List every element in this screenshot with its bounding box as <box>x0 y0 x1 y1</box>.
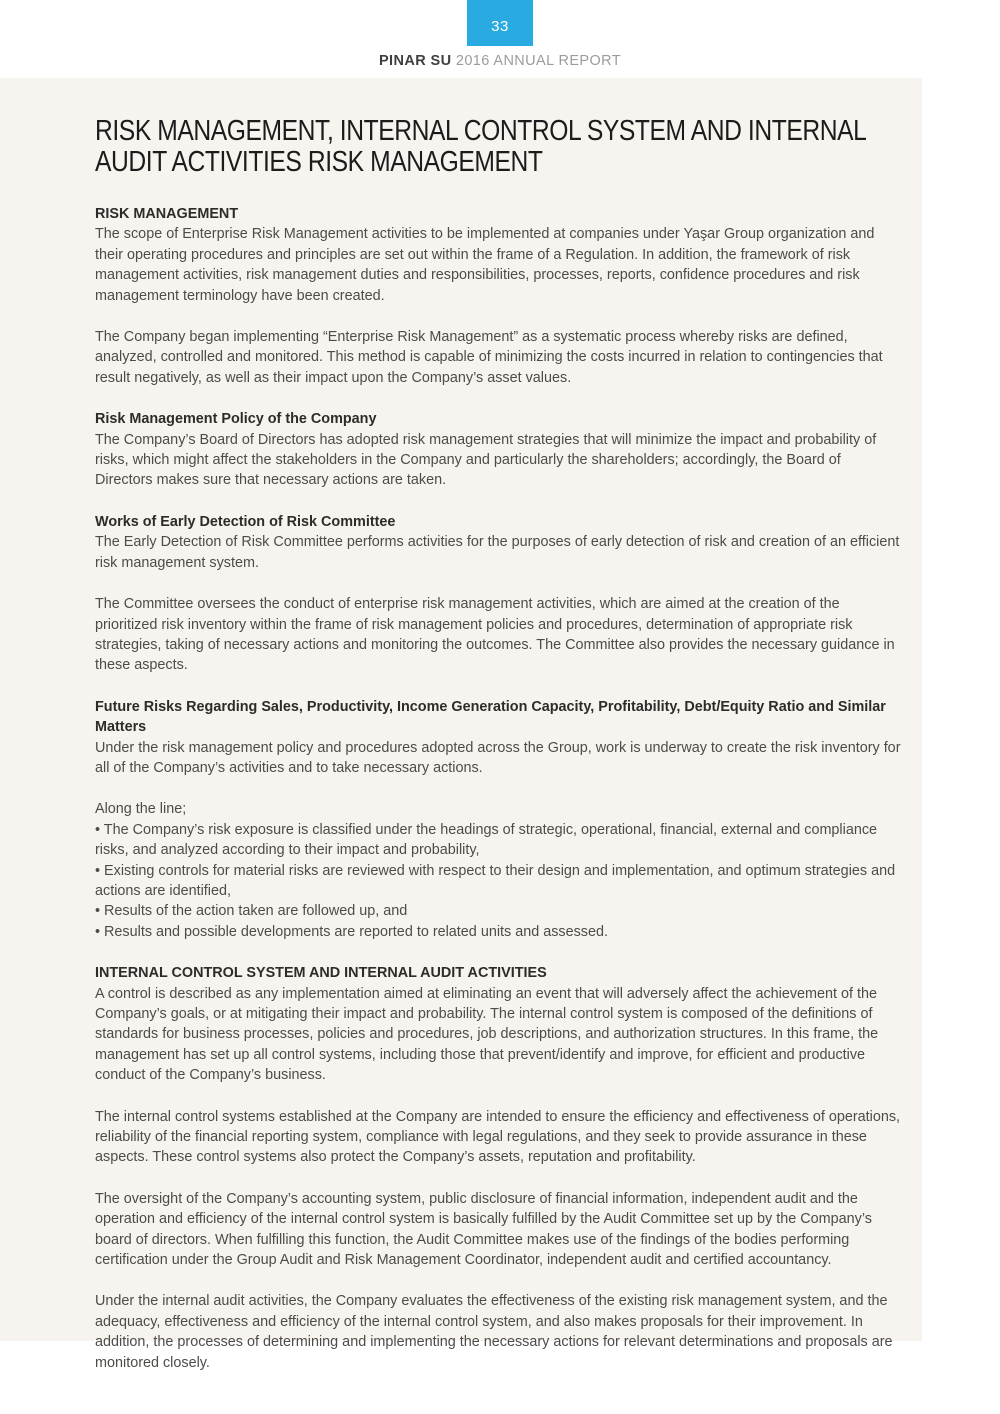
section-heading: INTERNAL CONTROL SYSTEM AND INTERNAL AUDIT ACTIVITIES <box>95 965 547 982</box>
bullet-item: • Results and possible developments are reported to related units and assessed. <box>95 923 609 940</box>
section-risk-management <box>95 204 901 388</box>
paragraph: The Early Detection of Risk Committee performs activities for the purposes of early detection of risk and creation of an efficient risk management system. <box>95 534 900 571</box>
paragraph: Under the risk management policy and procedures adopted across the Group, work is underway to create the risk inventory for all of the Company’s activities and to take necessary actions. <box>95 739 901 776</box>
section-heading: Future Risks Regarding Sales, Productivity, Income Generation Capacity, Profitability, Debt/Equity Ratio and Similar Matters <box>95 698 886 736</box>
section-future-risks <box>95 697 901 942</box>
section-early-detection-committee <box>95 512 901 676</box>
list-intro: Along the line; <box>95 801 187 818</box>
bullet-list <box>95 799 901 942</box>
paragraph: The oversight of the Company’s accounting system, public disclosure of financial information, independent audit and the operation and efficiency of the internal control system is basically fulfilled by the Audit Committee set up by the Company’s board of directors. When fulfilling this function, the Audit Committee makes use of the findings of the bodies performing certification under the Group Audit and Risk Management Coordinator, independent audit and certified accountancy. <box>95 1190 872 1269</box>
report-header <box>0 53 1000 69</box>
content-column <box>95 116 901 1373</box>
bullet-item: • Existing controls for material risks are reviewed with respect to their design and implementation, and optimum strategies and actions are identified, <box>95 862 896 899</box>
paragraph: The scope of Enterprise Risk Management activities to be implemented at companies under Yaşar Group organization and their operating procedures and principles are set out within the frame of a Regulation. In addition, the framework of risk management activities, risk management duties and responsibilities, processes, reports, confidence procedures and risk management terminology have been created. <box>95 226 875 304</box>
page-number: 33 <box>491 17 509 35</box>
report-title-text: 2016 ANNUAL REPORT <box>451 53 622 69</box>
section-heading: RISK MANAGEMENT <box>95 206 239 222</box>
section-internal-control <box>95 963 901 1373</box>
bullet-item: • Results of the action taken are followed up, and <box>95 903 408 920</box>
paragraph: The Company began implementing “Enterprise Risk Management” as a systematic process whereby risks are defined, analyzed, controlled and monitored. This method is capable of minimizing the costs incurred in relation to contingencies that result negatively, as well as their impact upon the Company’s asset values. <box>95 329 883 386</box>
content-panel <box>0 78 922 1371</box>
page-number-badge <box>467 0 533 46</box>
company-name: PINAR SU <box>378 53 452 69</box>
paragraph: A control is described as any implementation aimed at eliminating an event that will adversely affect the achievement of the Company’s goals, or at mitigating their impact and probability. The internal control system is composed of the definitions of standards for business processes, policies and procedures, job descriptions, and authorization structures. In this frame, the management has set up all control systems, including those that prevent/identify and improve, for efficient and productive conduct of the Company’s business. <box>95 985 879 1084</box>
section-heading: Works of Early Detection of Risk Committee <box>95 513 396 530</box>
section-risk-management-policy <box>95 409 901 491</box>
paragraph: Under the internal audit activities, the Company evaluates the effectiveness of the existing risk management system, and the adequacy, effectiveness and efficiency of the internal control system, and also makes proposals for their improvement. In addition, the processes of determining and implementing the necessary actions for relevant determinations and proposals are monitored closely. <box>95 1293 893 1371</box>
paragraph: The Committee oversees the conduct of enterprise risk management activities, which are aimed at the creation of the prioritized risk inventory within the frame of risk management policies and procedures, determination of appropriate risk strategies, taking of necessary actions and monitoring the outcomes. The Committee also provides the necessary guidance in these aspects. <box>95 596 895 674</box>
page-title: RISK MANAGEMENT, INTERNAL CONTROL SYSTEM AND INTERNAL AUDIT ACTIVITIES RISK MANAGEMENT <box>95 115 866 178</box>
bullet-item: • The Company’s risk exposure is classified under the headings of strategic, operational, financial, external and compliance risks, and analyzed according to their impact and probability, <box>95 821 878 859</box>
paragraph: The Company’s Board of Directors has adopted risk management strategies that will minimize the impact and probability of risks, which might affect the stakeholders in the Company and particularly the shareholders; accordingly, the Board of Directors makes sure that necessary actions are taken. <box>95 431 877 489</box>
section-heading: Risk Management Policy of the Company <box>95 411 377 428</box>
paragraph: The internal control systems established at the Company are intended to ensure the efficiency and effectiveness of operations, reliability of the financial reporting system, compliance with legal regulations, and they seek to provide assurance in these aspects. These control systems also protect the Company’s assets, reputation and profitability. <box>95 1108 901 1166</box>
